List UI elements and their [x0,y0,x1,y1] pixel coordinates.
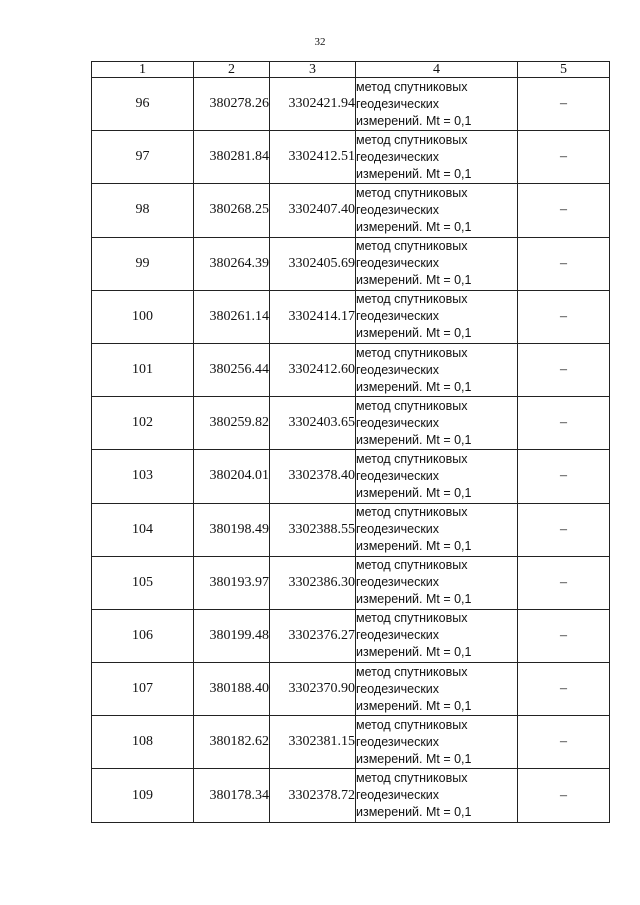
method-line: метод спутниковых [356,292,468,307]
note-cell: – [518,556,610,609]
table-row [92,237,610,290]
method-cell [356,450,518,503]
note-cell: – [518,78,610,131]
note-cell: – [518,503,610,556]
header-col-2: 2 [194,62,270,78]
table-row [92,769,610,822]
method-line: измерений. Mt = 0,1 [356,698,472,713]
point-number-cell: 102 [92,397,194,450]
point-number-cell: 104 [92,503,194,556]
method-cell [356,237,518,290]
method-line: измерений. Mt = 0,1 [356,592,472,607]
method-cell [356,290,518,343]
table-row [92,78,610,131]
y-coordinate-cell: 3302421.94 [270,78,356,131]
point-number-cell: 97 [92,131,194,184]
table-row [92,184,610,237]
method-line: измерений. Mt = 0,1 [356,326,472,341]
method-cell [356,78,518,131]
method-line: метод спутниковых [356,664,468,679]
method-line: геодезических [356,256,440,271]
y-coordinate-cell: 3302376.27 [270,609,356,662]
x-coordinate-cell: 380268.25 [194,184,270,237]
y-coordinate-cell: 3302388.55 [270,503,356,556]
y-coordinate-cell: 3302414.17 [270,290,356,343]
table-row [92,716,610,769]
method-cell [356,343,518,396]
point-number-cell: 105 [92,556,194,609]
x-coordinate-cell: 380188.40 [194,663,270,716]
method-line: геодезических [356,415,440,430]
point-number-cell: 100 [92,290,194,343]
method-line: метод спутниковых [356,451,468,466]
y-coordinate-cell: 3302412.51 [270,131,356,184]
point-number-cell: 106 [92,609,194,662]
method-line: измерений. Mt = 0,1 [356,751,472,766]
table-row [92,343,610,396]
table-header-row [92,62,610,78]
page-number: 32 [314,36,326,48]
method-cell [356,131,518,184]
method-line: геодезических [356,522,440,537]
y-coordinate-cell: 3302378.40 [270,450,356,503]
method-line: измерений. Mt = 0,1 [356,805,472,820]
method-line: геодезических [356,362,440,377]
method-line: измерений. Mt = 0,1 [356,432,472,447]
method-line: метод спутниковых [356,79,468,94]
header-col-5: 5 [518,62,610,78]
note-cell: – [518,343,610,396]
note-cell: – [518,184,610,237]
method-cell [356,609,518,662]
x-coordinate-cell: 380259.82 [194,397,270,450]
note-cell: – [518,716,610,769]
x-coordinate-cell: 380182.62 [194,716,270,769]
x-coordinate-cell: 380178.34 [194,769,270,822]
header-col-4: 4 [356,62,518,78]
method-line: измерений. Mt = 0,1 [356,113,472,128]
y-coordinate-cell: 3302403.65 [270,397,356,450]
method-cell [356,716,518,769]
y-coordinate-cell: 3302378.72 [270,769,356,822]
method-line: метод спутниковых [356,558,468,573]
table-row [92,290,610,343]
table-row [92,450,610,503]
point-number-cell: 103 [92,450,194,503]
note-cell: – [518,131,610,184]
method-cell [356,397,518,450]
x-coordinate-cell: 380281.84 [194,131,270,184]
point-number-cell: 96 [92,78,194,131]
method-line: измерений. Mt = 0,1 [356,273,472,288]
note-cell: – [518,663,610,716]
method-line: метод спутниковых [356,185,468,200]
method-line: метод спутниковых [356,717,468,732]
point-number-cell: 109 [92,769,194,822]
method-line: геодезических [356,734,440,749]
method-line: метод спутниковых [356,611,468,626]
method-cell [356,663,518,716]
coordinates-table [91,61,610,823]
method-line: метод спутниковых [356,345,468,360]
table-row [92,609,610,662]
x-coordinate-cell: 380256.44 [194,343,270,396]
x-coordinate-cell: 380198.49 [194,503,270,556]
method-line: измерений. Mt = 0,1 [356,166,472,181]
table-row [92,503,610,556]
method-line: метод спутниковых [356,132,468,147]
y-coordinate-cell: 3302407.40 [270,184,356,237]
y-coordinate-cell: 3302386.30 [270,556,356,609]
y-coordinate-cell: 3302370.90 [270,663,356,716]
method-line: метод спутниковых [356,398,468,413]
x-coordinate-cell: 380199.48 [194,609,270,662]
table-row [92,663,610,716]
method-line: метод спутниковых [356,239,468,254]
method-line: метод спутниковых [356,771,468,786]
header-col-3: 3 [270,62,356,78]
method-line: геодезических [356,575,440,590]
note-cell: – [518,450,610,503]
method-line: геодезических [356,149,440,164]
method-line: измерений. Mt = 0,1 [356,219,472,234]
method-line: метод спутниковых [356,505,468,520]
method-line: геодезических [356,681,440,696]
header-col-1: 1 [92,62,194,78]
method-line: геодезических [356,96,440,111]
note-cell: – [518,609,610,662]
x-coordinate-cell: 380261.14 [194,290,270,343]
point-number-cell: 98 [92,184,194,237]
method-line: геодезических [356,628,440,643]
point-number-cell: 108 [92,716,194,769]
x-coordinate-cell: 380278.26 [194,78,270,131]
method-cell [356,769,518,822]
method-line: геодезических [356,202,440,217]
y-coordinate-cell: 3302412.60 [270,343,356,396]
point-number-cell: 101 [92,343,194,396]
method-line: измерений. Mt = 0,1 [356,539,472,554]
note-cell: – [518,237,610,290]
x-coordinate-cell: 380264.39 [194,237,270,290]
method-line: измерений. Mt = 0,1 [356,645,472,660]
table-body [92,78,610,823]
method-line: измерений. Mt = 0,1 [356,379,472,394]
note-cell: – [518,769,610,822]
note-cell: – [518,290,610,343]
point-number-cell: 107 [92,663,194,716]
point-number-cell: 99 [92,237,194,290]
table-row [92,131,610,184]
method-cell [356,503,518,556]
method-line: геодезических [356,468,440,483]
method-line: геодезических [356,309,440,324]
table-row [92,397,610,450]
method-cell [356,184,518,237]
table-row [92,556,610,609]
y-coordinate-cell: 3302405.69 [270,237,356,290]
method-line: геодезических [356,788,440,803]
method-cell [356,556,518,609]
note-cell: – [518,397,610,450]
x-coordinate-cell: 380204.01 [194,450,270,503]
y-coordinate-cell: 3302381.15 [270,716,356,769]
method-line: измерений. Mt = 0,1 [356,485,472,500]
x-coordinate-cell: 380193.97 [194,556,270,609]
